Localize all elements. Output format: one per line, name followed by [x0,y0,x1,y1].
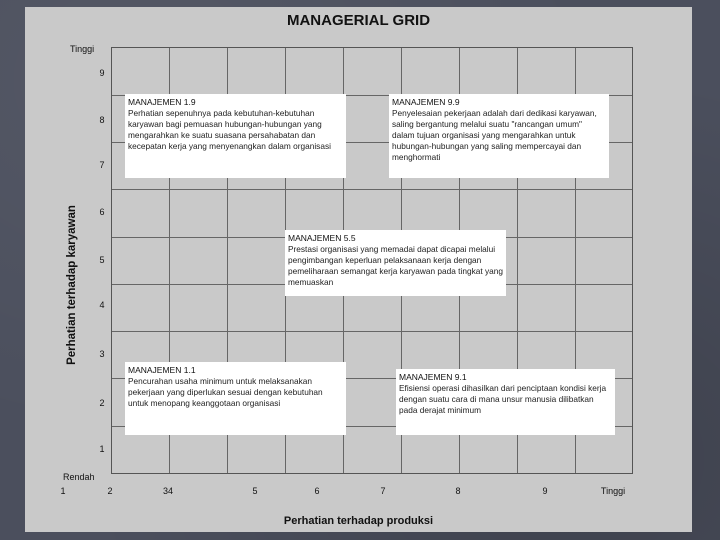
y-tick: 4 [99,300,105,310]
y-tick: 8 [99,115,105,125]
x-tick: 2 [107,486,113,496]
box-manajemen-1-1 [125,362,346,435]
x-tick: 8 [455,486,461,496]
box-title: MANAJEMEN 5.5 [288,233,356,243]
managerial-grid-figure [25,7,692,532]
x-axis-label: Perhatian terhadap produksi [283,515,434,527]
y-tick: 2 [99,398,105,408]
box-text: Efisiensi operasi dihasilkan dari penciptaan kondisi kerja dengan suatu cara di mana unsur manusia dilibatkan pada derajat minimum [399,383,607,415]
box-manajemen-5-5 [285,230,506,296]
grid-hline [112,189,632,190]
x-tick: 7 [380,486,386,496]
y-axis-bottom-label: Rendah [63,472,95,482]
x-tick: 9 [542,486,548,496]
box-text: Penyelesaian pekerjaan adalah dari dedikasi karyawan, saling bergantung melalui suatu "rancangan umum" dalam tujuan organisasi yang mengarahkan untuk hubungan-hubungan yang saling mempercayai dan menghormati [392,108,597,162]
y-tick: 7 [99,160,105,170]
x-tick: Tinggi [600,486,626,496]
box-text: Prestasi organisasi yang memadai dapat dicapai melalui pengimbangan keperluan pelaksanaan kerja dengan pemeliharaan semangat kerja karyawan pada tingkat yang memuaskan [288,244,503,287]
x-tick: 6 [314,486,320,496]
x-tick: 1 [60,486,66,496]
box-manajemen-9-9 [389,94,609,178]
box-text: Pencurahan usaha minimum untuk melaksanakan pekerjaan yang diperlukan sesuai dengan kebutuhan untuk menopang keanggotaan organisasi [128,376,323,408]
y-tick: 9 [99,68,105,78]
box-title: MANAJEMEN 1.1 [128,365,196,375]
box-title: MANAJEMEN 9.9 [392,97,460,107]
box-text: Perhatian sepenuhnya pada kebutuhan-kebutuhan karyawan bagi pemuasan hubungan-hubungan yang mengarahkan ke suatu suasana persahabatan dan kecepatan kerja yang menyenangkan dalam organisasi [128,108,331,151]
box-manajemen-9-1 [396,369,615,435]
y-tick: 1 [99,444,105,454]
y-tick: 5 [99,255,105,265]
box-title: MANAJEMEN 9.1 [399,372,467,382]
y-tick: 3 [99,349,105,359]
box-title: MANAJEMEN 1.9 [128,97,196,107]
y-tick: 6 [99,207,105,217]
figure-title: MANAGERIAL GRID [286,12,431,29]
x-tick: 34 [162,486,173,496]
x-tick: 5 [252,486,258,496]
y-axis-top-label: Tinggi [70,44,95,54]
y-axis-label: Perhatian terhadap karyawan [66,205,78,365]
box-manajemen-1-9 [125,94,346,178]
grid-hline [112,331,632,332]
